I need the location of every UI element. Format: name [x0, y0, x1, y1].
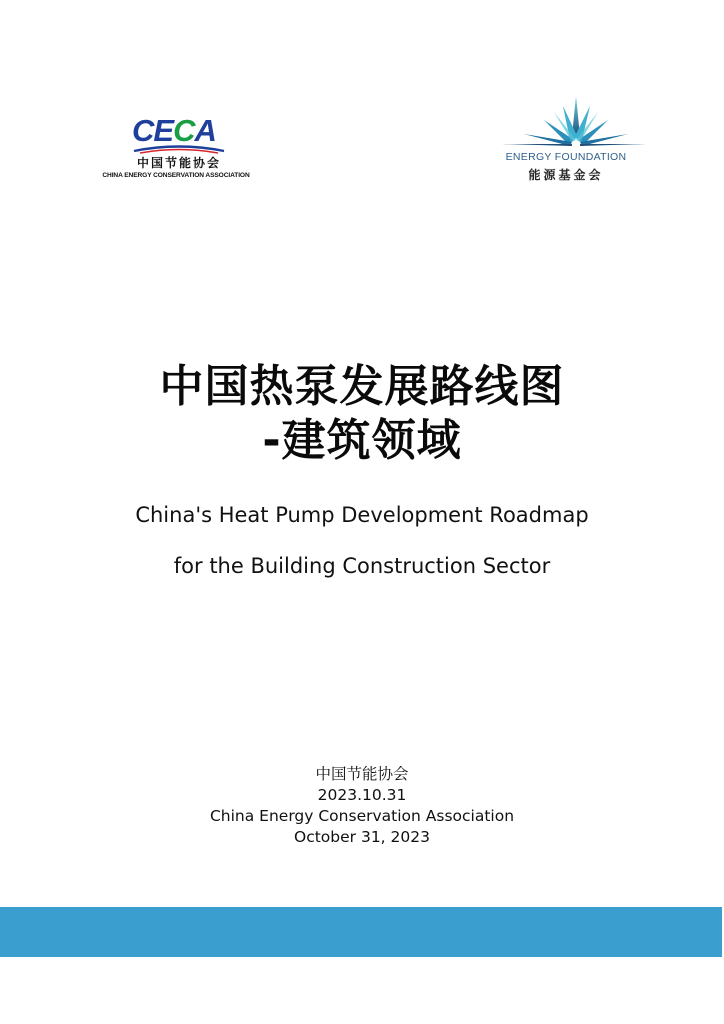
ceca-name-en: CHINA ENERGY CONSERVATION ASSOCIATION	[102, 172, 250, 179]
ceca-logo	[96, 112, 256, 182]
ef-name-cn: 能源基金会	[528, 168, 604, 182]
energy-foundation-logo	[496, 94, 652, 188]
title-cn-line1: 中国热泵发展路线图	[159, 361, 565, 412]
publish-date-numeric: 2023.10.31	[317, 786, 407, 804]
title-en-line1: China's Heat Pump Development Roadmap	[135, 503, 589, 527]
ef-name-en: ENERGY FOUNDATION	[505, 151, 627, 163]
title-en	[0, 500, 724, 581]
title-cn	[0, 360, 724, 468]
ceca-swoosh-icon	[132, 142, 226, 156]
publisher-name-en: China Energy Conservation Association	[209, 807, 515, 825]
publisher-block	[0, 764, 724, 848]
bottom-color-band	[0, 907, 722, 957]
publisher-name-cn: 中国节能协会	[315, 765, 409, 783]
title-en-line2: for the Building Construction Sector	[173, 554, 551, 578]
title-cn-line2: -建筑领域	[262, 415, 462, 466]
starburst-icon	[500, 94, 648, 150]
ceca-name-cn: 中国节能协会	[136, 156, 221, 170]
ceca-wordmark: CECA	[132, 113, 216, 148]
publish-date-en: October 31, 2023	[294, 828, 430, 846]
